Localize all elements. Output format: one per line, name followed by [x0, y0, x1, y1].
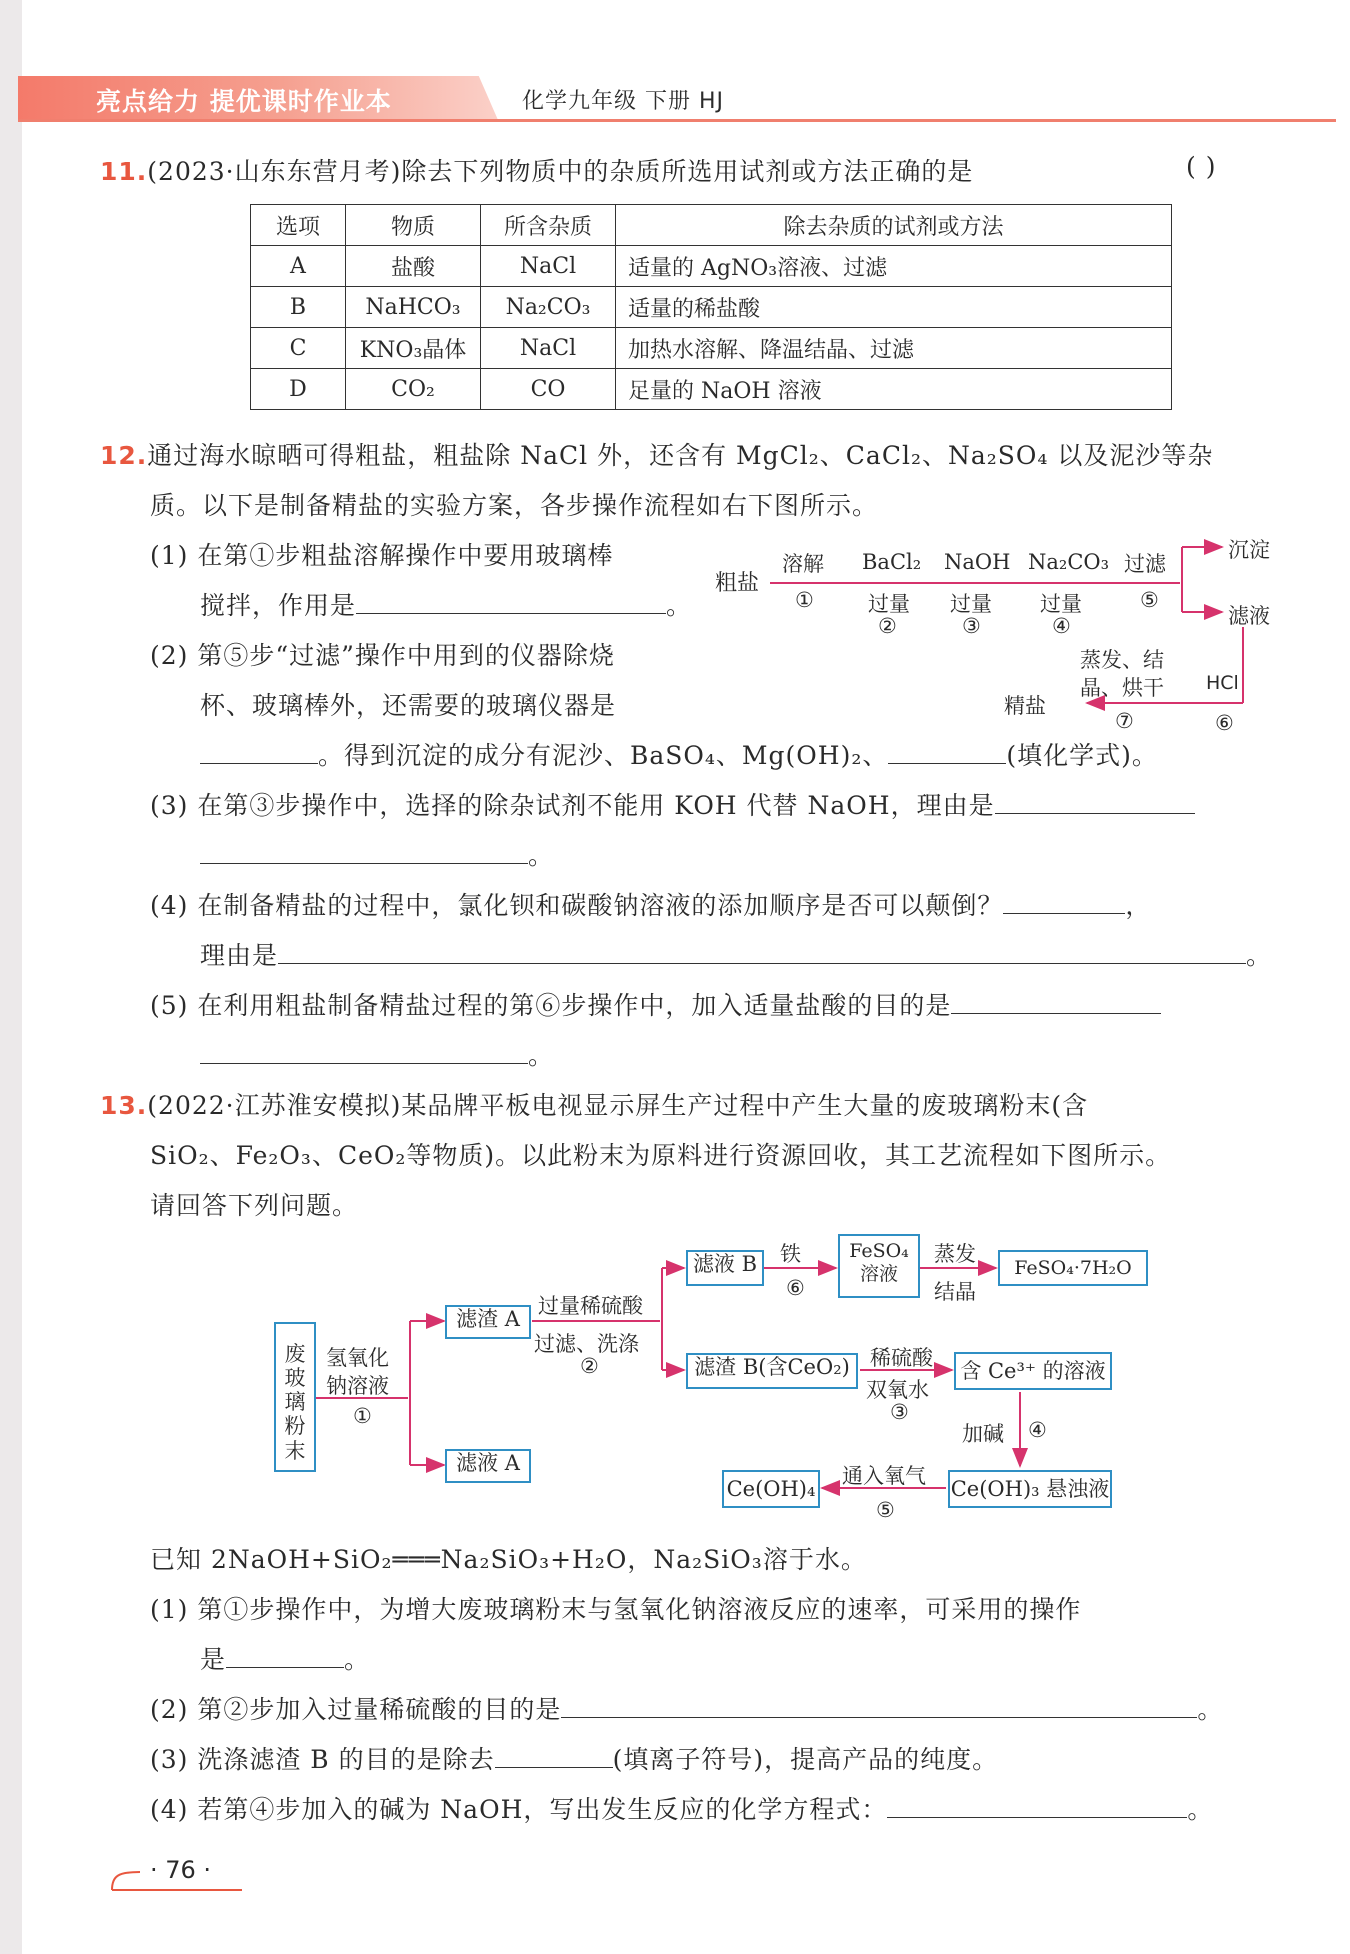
q12-stem-line2: 质。以下是制备精盐的实验方案，各步操作流程如右下图所示。	[150, 491, 879, 520]
table-cell: B	[251, 287, 346, 328]
flow-step7-label-1: 蒸发、结	[1080, 648, 1164, 672]
flow-step2-label: BaCl₂	[862, 550, 922, 574]
period: 。	[344, 1645, 371, 1674]
period: 。	[1197, 1695, 1224, 1724]
flow-h2o2-label: 双氧水	[866, 1378, 929, 1402]
table-header-cell: 物质	[346, 205, 481, 246]
flow-naoh-label-2: 钠溶液	[326, 1374, 389, 1398]
flow-step2-sub: 过量	[868, 592, 910, 616]
table-cell: CO	[481, 369, 616, 410]
q13-part3-text-end: (填离子符号)，提高产品的纯度。	[612, 1745, 999, 1774]
period: 。	[1187, 1795, 1214, 1824]
flow-filter-wash: 过滤、洗涤	[534, 1332, 639, 1356]
flow-step1-num: ①	[795, 588, 814, 612]
q12-number: 12.	[100, 441, 148, 470]
q11-number: 11.	[100, 157, 148, 186]
header-title: 亮点给力 提优课时作业本	[96, 87, 392, 116]
q12-part5-text: (5) 在利用粗盐制备精盐过程的第⑥步操作中，加入适量盐酸的目的是	[150, 991, 952, 1020]
period: 。	[528, 841, 555, 870]
table-cell: KNO₃晶体	[346, 328, 481, 369]
period: 。	[528, 1041, 555, 1070]
flow-step4-sub: 过量	[1040, 592, 1082, 616]
flow-crystallize-label: 结晶	[934, 1280, 976, 1304]
q12-part3-text: (3) 在第③步操作中，选择的除杂试剂不能用 KOH 代替 NaOH，理由是	[150, 791, 995, 820]
q13-part1-line1: (1) 第①步操作中，为增大废玻璃粉末与氢氧化钠溶液反应的速率，可采用的操作	[150, 1595, 1082, 1624]
q12-part2-line2: 杯、玻璃棒外，还需要的玻璃仪器是	[200, 691, 617, 720]
q12-part2-text: 。得到沉淀的成分有泥沙、BaSO₄、Mg(OH)₂、	[318, 741, 889, 770]
q12-part1-line1: (1) 在第①步粗盐溶解操作中要用玻璃棒	[150, 541, 614, 570]
flow-step7-num: ⑦	[1115, 709, 1134, 733]
flow-h2so4-label: 稀硫酸	[870, 1346, 933, 1370]
q13-part1-text: 是	[200, 1645, 227, 1674]
q11-text: (2023·山东东营月考)除去下列物质中的杂质所选用试剂或方法正确的是	[147, 157, 974, 186]
flow-excess-acid: 过量稀硫酸	[538, 1294, 643, 1318]
flow-add-base-label: 加碱	[962, 1422, 1004, 1446]
q13-text-1: (2022·江苏淮安模拟)某品牌平板电视显示屏生产过程中产生大量的废玻璃粉末(含	[147, 1091, 1089, 1120]
q13-stem-line2: SiO₂、Fe₂O₃、CeO₂等物质)。以此粉末为原料进行资源回收，其工艺流程如下图所示。	[150, 1141, 1172, 1170]
q13-stem-line3: 请回答下列问题。	[150, 1191, 359, 1220]
flow-step6-num: ⑥	[786, 1276, 805, 1300]
period: 。	[666, 591, 693, 620]
q13-part3-text: (3) 洗涤滤渣 B 的目的是除去	[150, 1745, 495, 1774]
flow-filtrate: 滤液	[1228, 604, 1270, 628]
flow-solution-text: 溶液	[859, 1262, 898, 1285]
q12-part2-line1: (2) 第⑤步“过滤”操作中用到的仪器除烧	[150, 641, 615, 670]
flow-refined-salt: 精盐	[1004, 694, 1046, 718]
flow-box-residue-a: 滤渣 A	[445, 1305, 531, 1339]
flow-iron-label: 铁	[780, 1242, 801, 1266]
flow-step3-label: NaOH	[944, 550, 1011, 574]
q13-part4-text: (4) 若第④步加入的碱为 NaOH，写出发生反应的化学方程式：	[150, 1795, 888, 1824]
flow-box-ce3-solution: 含 Ce³⁺ 的溶液	[954, 1352, 1112, 1390]
header-subtitle: 化学九年级 下册 HJ	[522, 89, 725, 114]
flow-box-filtrate-a: 滤液 A	[445, 1449, 531, 1483]
q11-answer-bracket[interactable]: ( )	[1186, 152, 1217, 181]
flow-box-ceoh4: Ce(OH)₄	[722, 1470, 820, 1508]
comma: ，	[1125, 891, 1152, 920]
table-cell: NaCl	[481, 328, 616, 369]
flow-step4-label: Na₂CO₃	[1028, 550, 1110, 574]
table-header-cell: 所含杂质	[481, 205, 616, 246]
flow-crude-salt: 粗盐	[715, 571, 760, 596]
flow-box-product: FeSO₄·7H₂O	[998, 1250, 1148, 1286]
flow-step6-label: HCl	[1206, 672, 1239, 694]
flow-step3-num: ③	[890, 1400, 909, 1424]
table-header-cell: 除去杂质的试剂或方法	[616, 205, 1172, 246]
flow-naoh-label-1: 氢氧化	[326, 1346, 389, 1370]
table-cell: 加热水溶解、降温结晶、过滤	[616, 328, 1172, 369]
flow-step2-num: ②	[878, 614, 897, 638]
period: 。	[1246, 941, 1273, 970]
table-cell: 盐酸	[346, 246, 481, 287]
flow-feso4-text: FeSO₄	[849, 1240, 909, 1262]
q13-part2-text: (2) 第②步加入过量稀硫酸的目的是	[150, 1695, 562, 1724]
table-cell: 适量的稀盐酸	[616, 287, 1172, 328]
table-cell: 适量的 AgNO₃溶液、过滤	[616, 246, 1172, 287]
flow-step1-label: 溶解	[782, 552, 824, 576]
flow-step4-num: ④	[1052, 614, 1071, 638]
table-header-cell: 选项	[251, 205, 346, 246]
flow-step5-num: ⑤	[876, 1498, 895, 1522]
flow-step6-num: ⑥	[1215, 711, 1234, 735]
table-cell: CO₂	[346, 369, 481, 410]
flow-precipitate: 沉淀	[1228, 538, 1270, 562]
q12-part4-text: (4) 在制备精盐的过程中，氯化钡和碳酸钠溶液的添加顺序是否可以颠倒？	[150, 891, 1004, 920]
flow-step1-num: ①	[353, 1404, 372, 1428]
flow-step2-num: ②	[580, 1354, 599, 1378]
flow-evaporate-label: 蒸发	[934, 1242, 976, 1266]
q13-known-equation: 已知 2NaOH+SiO₂═══Na₂SiO₃+H₂O，Na₂SiO₃溶于水。	[150, 1545, 867, 1574]
q12-part1-text: 搅拌，作用是	[200, 591, 357, 620]
flow-step3-sub: 过量	[950, 592, 992, 616]
flow-step3-num: ③	[962, 614, 981, 638]
flow-box-residue-b: 滤渣 B(含CeO₂)	[686, 1353, 858, 1389]
q12-part4-reason-label: 理由是	[200, 941, 279, 970]
flow-step4-num: ④	[1028, 1418, 1047, 1442]
flow-oxygen-label: 通入氧气	[842, 1464, 926, 1488]
table-cell: Na₂CO₃	[481, 287, 616, 328]
page-number: · 76 ·	[150, 1856, 212, 1884]
q12-text-1: 通过海水晾晒可得粗盐，粗盐除 NaCl 外，还含有 MgCl₂、CaCl₂、Na₂SO₄ 以及泥沙等杂	[147, 441, 1214, 470]
table-cell: NaCl	[481, 246, 616, 287]
table-cell: D	[251, 369, 346, 410]
flow-waste-glass-text: 废玻璃粉末	[284, 1342, 306, 1463]
flow-box-ceoh3: Ce(OH)₃ 悬浊液	[948, 1470, 1112, 1508]
table-cell: NaHCO₃	[346, 287, 481, 328]
flow-step7-label-2: 晶、烘干	[1080, 676, 1164, 700]
flow-box-filtrate-b: 滤液 B	[686, 1250, 764, 1286]
flow-step5-label: 过滤	[1124, 552, 1166, 576]
table-cell: A	[251, 246, 346, 287]
table-cell: C	[251, 328, 346, 369]
flow-step5-num: ⑤	[1140, 588, 1159, 612]
table-cell: 足量的 NaOH 溶液	[616, 369, 1172, 410]
q12-part2-text-end: (填化学式)。	[1006, 741, 1158, 770]
q13-number: 13.	[100, 1091, 148, 1120]
